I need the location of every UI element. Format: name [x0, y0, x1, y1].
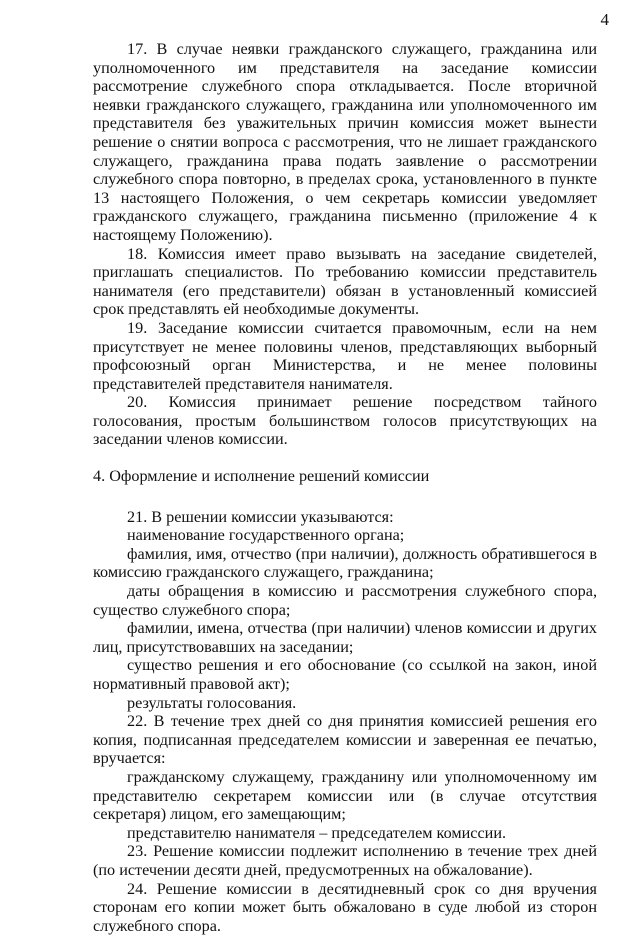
list-item: даты обращения в комиссию и рассмотрения служебного спора, существо служебного спора;: [93, 582, 597, 619]
paragraph-18: 18. Комиссия имеет право вызывать на заседание свидетелей, приглашать специалистов. По требованию комиссии представитель нанимателя (его представители) обязан в установленный комиссией срок представлять ей необходимые документы.: [93, 244, 597, 319]
paragraph-19: 19. Заседание комиссии считается правомочным, если на нем присутствует не менее половины членов, представляющих выборный профсоюзный орган Министерства, и не менее половины представителей представителя нанимателя.: [93, 318, 597, 393]
list-item: наименование государственного органа;: [127, 526, 405, 545]
paragraph-23: 23. Решение комиссии подлежит исполнению в течение трех дней (по истечении десяти дней, предусмотренных на обжалование).: [93, 842, 597, 879]
list-item: существо решения и его обоснование (со ссылкой на закон, иной нормативный правовой акт);: [93, 656, 597, 693]
list-item: гражданскому служащему, гражданину или уполномоченному им представителю секретарем комиссии или (в случае отсутствия секретаря) лицом, его замещающим;: [93, 767, 597, 824]
paragraph-21: 21. В решении комиссии указываются:: [127, 507, 394, 526]
list-item: представителю нанимателя – председателем комиссии.: [127, 823, 507, 842]
list-item: фамилия, имя, отчество (при наличии), должность обратившегося в комиссию гражданского служащего, гражданина;: [93, 544, 597, 582]
document-body: [93, 40, 597, 935]
paragraph-22: 22. В течение трех дней со дня принятия комиссией решения его копия, подписанная председателем комиссии и заверенная ее печатью, вручается:: [93, 712, 597, 768]
page-number: 4: [600, 10, 609, 29]
paragraph-24: 24. Решение комиссии в десятидневный срок со дня вручения сторонам его копии может быть обжаловано в суде любой из сторон служебного спора.: [93, 879, 597, 935]
list-item: фамилии, имена, отчества (при наличии) членов комиссии и других лиц, присутствовавших на заседании;: [93, 619, 597, 656]
paragraph-17: 17. В случае неявки гражданского служащего, гражданина или уполномоченного им представителя на заседание комиссии рассмотрение служебного спора откладывается. После вторичной неявки гражданского служащего, гражданина или уполномоченного им представителя без уважительных причин комиссия может вынести решение о снятии вопроса с рассмотрения, что не лишает гражданского служащего, гражданина права подать заявление о рассмотрении служебного спора повторно, в пределах срока, установленного в пункте 13 настоящего Положения, о чем секретарь комиссии уведомляет гражданского служащего, гражданина письменно (приложение 4 к настоящему Положению).: [93, 40, 597, 244]
section-heading: 4. Оформление и исполнение решений комиссии: [93, 467, 430, 486]
list-item: результаты голосования.: [127, 693, 297, 712]
paragraph-20: 20. Комиссия принимает решение посредством тайного голосования, простым большинством голосов присутствующих на заседании членов комиссии.: [93, 393, 597, 449]
